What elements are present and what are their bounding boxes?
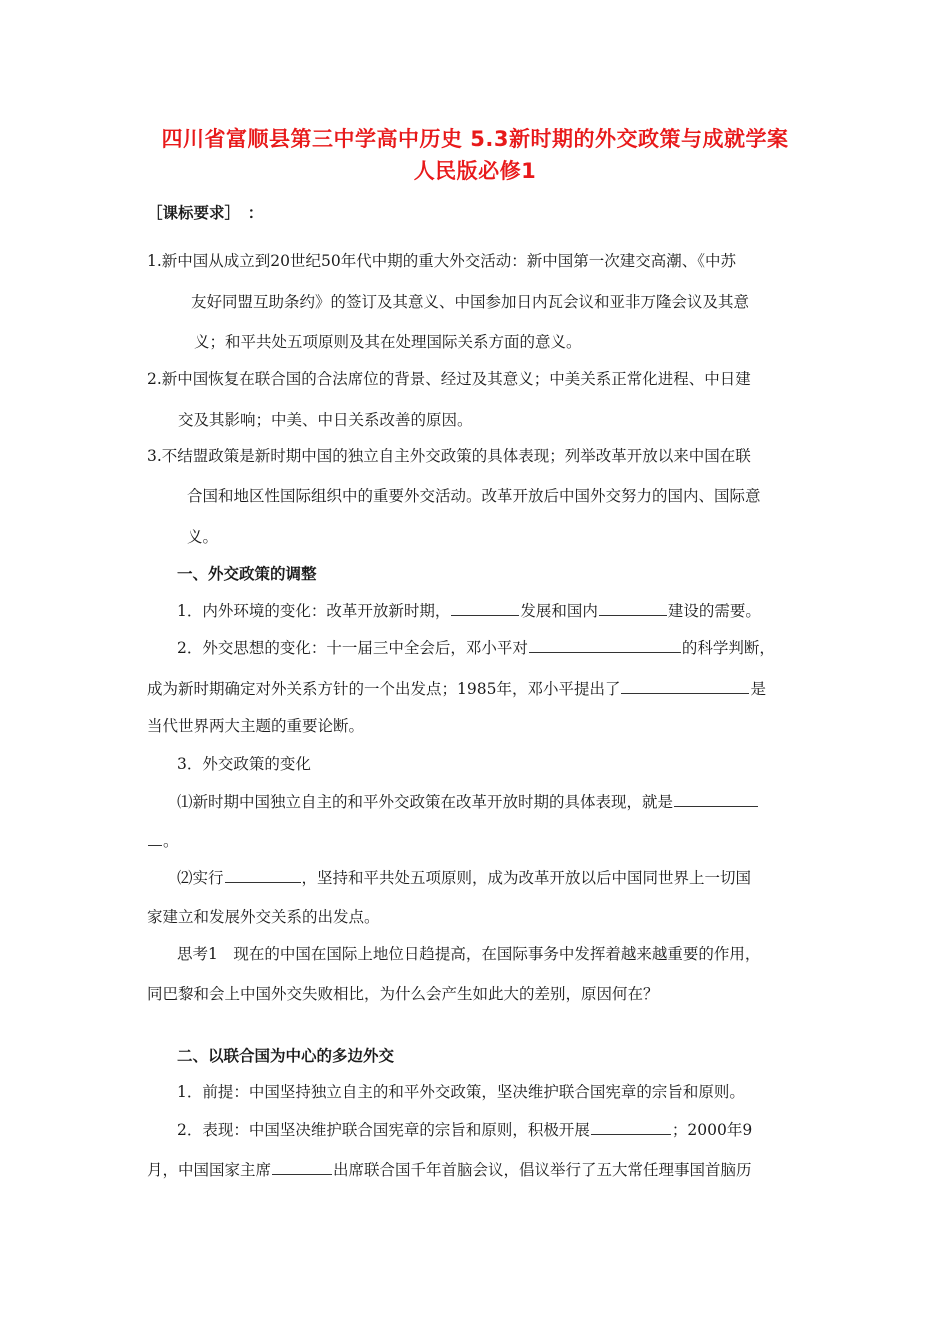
requirement-3-line-1: 3.不结盟政策是新时期中国的独立自主外交政策的具体表现；列举改革开放以来中国在联 xyxy=(147,447,751,465)
item-text: 建设的需要。 xyxy=(667,602,761,620)
section-1-item-3-2 xyxy=(177,867,751,888)
item-text: 月，中国国家主席 xyxy=(147,1161,272,1179)
item-text: 是 xyxy=(750,680,766,698)
section-1-item-3-1-line-2 xyxy=(147,830,179,851)
document-title-line2: 人民版必修1 xyxy=(413,159,537,183)
document-title: 四川省富顺县第三中学高中历史 5.3新时期的外交政策与成就学案 xyxy=(161,127,789,151)
think-1-line-2: 同巴黎和会上中国外交失败相比，为什么会产生如此大的差别，原因何在？ xyxy=(147,985,659,1003)
requirements-heading: ［课标要求］ ： xyxy=(147,204,264,222)
section-2-item-2 xyxy=(177,1119,752,1140)
requirement-3-line-3: 义。 xyxy=(187,528,219,546)
requirement-1-line-2: 友好同盟互助条约》的签订及其意义、中国参加日内瓦会议和亚非万隆会议及其意 xyxy=(191,293,750,311)
fill-blank[interactable] xyxy=(674,791,758,807)
fill-blank[interactable] xyxy=(621,678,749,694)
item-text: 2．表现：中国坚决维护联合国宪章的宗旨和原则，积极开展 xyxy=(177,1121,590,1139)
requirement-1-line-3: 义；和平共处五项原则及其在处理国际关系方面的意义。 xyxy=(194,333,582,351)
fill-blank[interactable] xyxy=(599,600,667,616)
section-1-item-2-line-3: 当代世界两大主题的重要论断。 xyxy=(147,717,365,735)
section-2-item-1: 1．前提：中国坚持独立自主的和平外交政策，坚决维护联合国宪章的宗旨和原则。 xyxy=(177,1083,745,1101)
item-text: ，坚持和平共处五项原则，成为改革开放以后中国同世界上一切国 xyxy=(301,869,752,887)
item-text: ⑴新时期中国独立自主的和平外交政策在改革开放时期的具体表现，就是 xyxy=(177,793,674,811)
section-2-item-2-line-2 xyxy=(147,1159,752,1180)
item-text: ⑵实行 xyxy=(177,869,224,887)
fill-blank[interactable] xyxy=(529,637,681,653)
section-1-item-3-1 xyxy=(177,791,759,812)
item-text: ；2000年9 xyxy=(671,1121,753,1139)
section-2-heading: 二、以联合国为中心的多边外交 xyxy=(177,1047,395,1065)
requirement-2-line-1: 2.新中国恢复在联合国的合法席位的背景、经过及其意义；中美关系正常化进程、中日建 xyxy=(147,370,751,388)
item-text: 2．外交思想的变化：十一届三中全会后，邓小平对 xyxy=(177,639,528,657)
section-1-item-2 xyxy=(177,637,775,658)
section-1-heading: 一、外交政策的调整 xyxy=(177,565,317,583)
fill-blank[interactable] xyxy=(225,867,301,883)
requirement-2-line-2: 交及其影响；中美、中日关系改善的原因。 xyxy=(178,411,473,429)
section-1-item-3-2-line-2: 家建立和发展外交关系的出发点。 xyxy=(147,908,380,926)
item-text: 。 xyxy=(163,832,179,850)
requirement-1-line-1: 1.新中国从成立到20世纪50年代中期的重大外交活动：新中国第一次建交高潮、《中苏 xyxy=(147,252,736,270)
item-text: 成为新时期确定对外关系方针的一个出发点；1985年，邓小平提出了 xyxy=(147,680,621,698)
fill-blank[interactable] xyxy=(272,1159,332,1175)
think-1-line-1: 思考1 现在的中国在国际上地位日趋提高，在国际事务中发挥着越来越重要的作用， xyxy=(177,945,761,963)
fill-blank[interactable] xyxy=(591,1119,671,1135)
item-text: 1．内外环境的变化：改革开放新时期， xyxy=(177,602,451,620)
section-1-item-1 xyxy=(177,600,761,621)
item-text: 发展和国内 xyxy=(520,602,598,620)
item-text: 出席联合国千年首脑会议，倡议举行了五大常任理事国首脑历 xyxy=(333,1161,752,1179)
fill-blank[interactable] xyxy=(148,830,162,846)
section-1-item-3: 3．外交政策的变化 xyxy=(177,755,311,773)
fill-blank[interactable] xyxy=(451,600,519,616)
item-text: 的科学判断， xyxy=(681,639,775,657)
section-1-item-2-line-2 xyxy=(147,678,766,699)
requirement-3-line-2: 合国和地区性国际组织中的重要外交活动。改革开放后中国外交努力的国内、国际意 xyxy=(187,487,761,505)
